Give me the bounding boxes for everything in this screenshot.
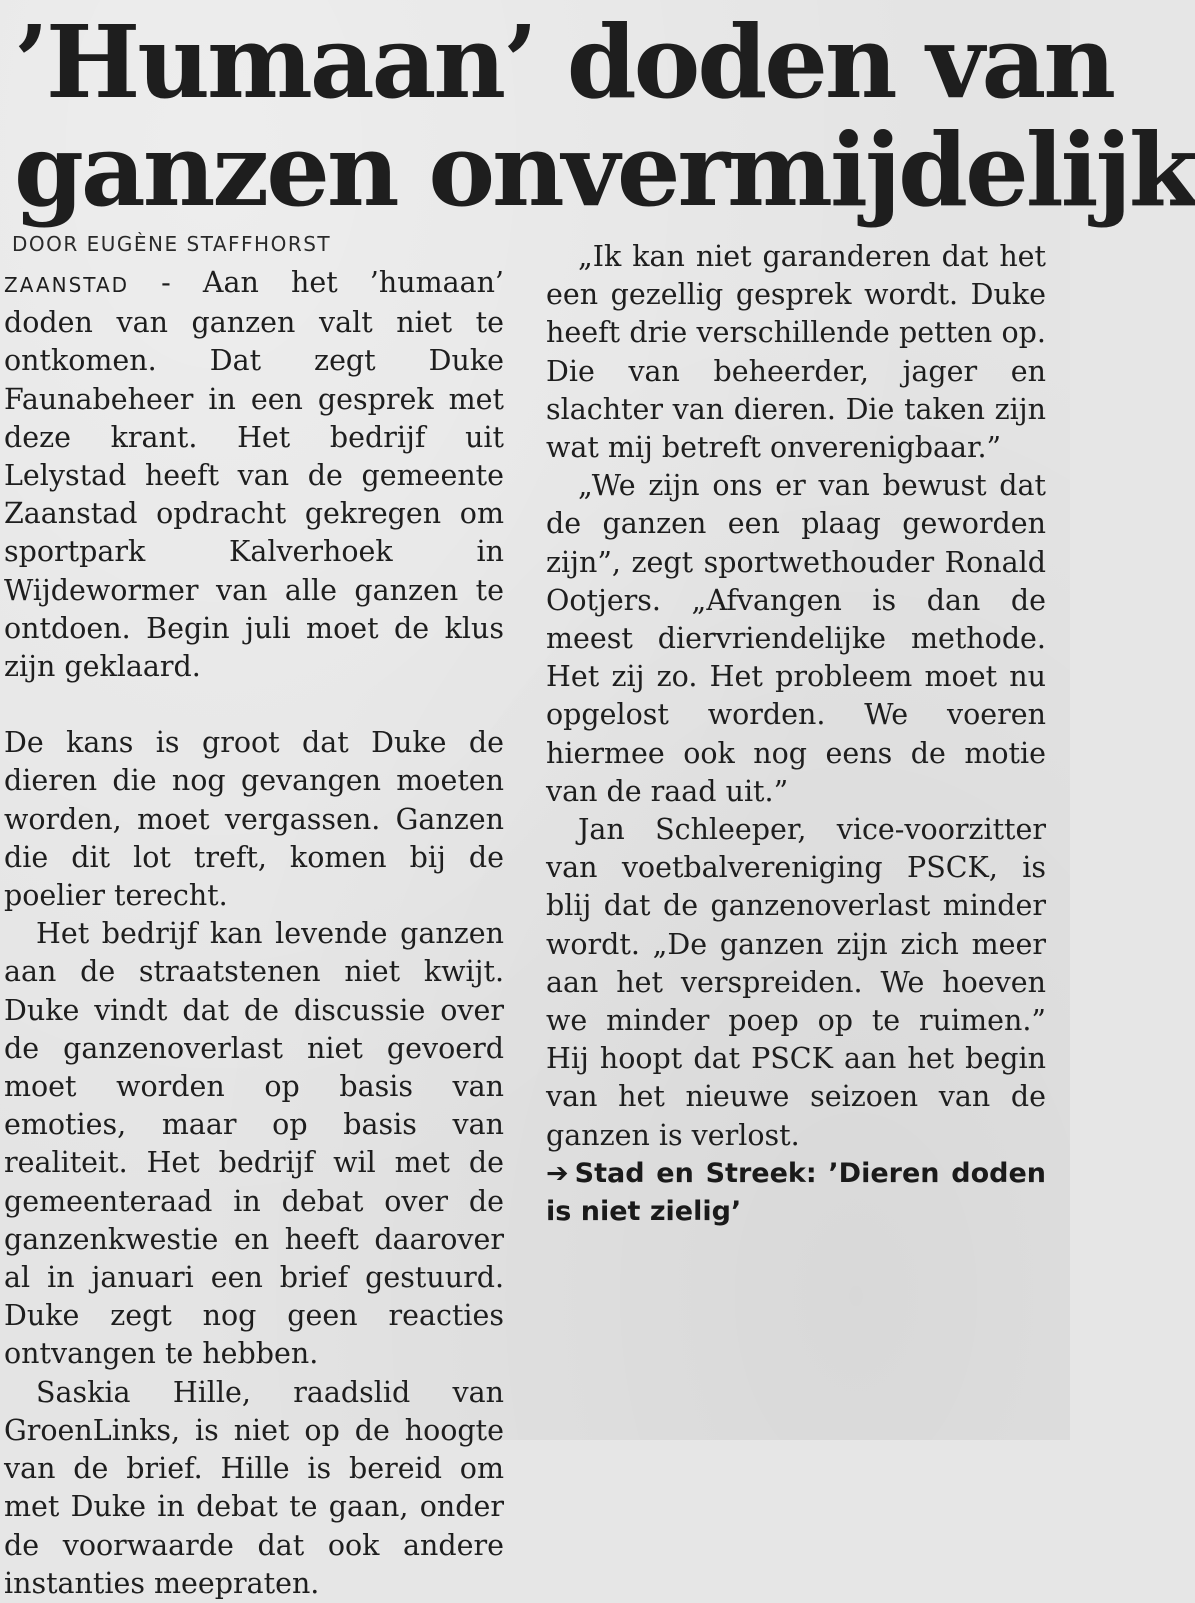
lead-text: - Aan het ’humaan’ doden van ganzen valt niet te ontkomen. Dat zegt Duke Faunabeheer in een gesprek met deze krant. Het bedrijf uit Lelystad heeft van de gemeente Zaanstad opdracht gekregen om sportpark Kalverhoek in Wijdewormer van alle ganzen te ontdoen. Begin juli moet de klus zijn geklaard. (4, 266, 504, 684)
byline: DOOR EUGÈNE STAFFHORST (12, 232, 332, 256)
paragraph-4: Saskia Hille, raadslid van GroenLinks, is niet op de hoogte van de brief. Hille is bereid om met Duke in debat te gaan, onder de voorwaarde dat ook andere instanties meepraten. (4, 1375, 504, 1600)
lead-paragraph (4, 264, 504, 686)
article-column-left (4, 264, 504, 1603)
arrow-right-icon: ➔ (546, 1157, 569, 1189)
headline-line-1: ’Humaan’ doden van (14, 3, 1114, 121)
cross-reference-text: Stad en Streek: ’Dieren doden is niet zielig’ (546, 1157, 1046, 1227)
paragraph-6: „We zijn ons er van bewust dat de ganzen een plaag geworden zijn”, zegt sportwethouder Ronald Ootjers. „Afvangen is dan de meest diervriendelijke methode. Het zij zo. Het probleem moet nu opgelost worden. We voeren hiermee ook nog eens de motie van de raad uit.” (546, 469, 1046, 808)
paragraph-5: „Ik kan niet garanderen dat het een gezellig gesprek wordt. Duke heeft drie verschillende petten op. Die van beheerder, jager en slachter van dieren. Die taken zijn wat mij betreft onverenigbaar.” (546, 240, 1046, 465)
paragraph-3: Het bedrijf kan levende ganzen aan de straatstenen niet kwijt. Duke vindt dat de discussie over de ganzenoverlast niet gevoerd moet worden op basis van emoties, maar op basis van realiteit. Het bedrijf wil met de gemeenteraad in debat over de ganzenkwestie en heeft daarover al in januari een brief gestuurd. Duke zegt nog geen reacties ontvangen te hebben. (4, 917, 504, 1371)
cross-reference (546, 1155, 1046, 1231)
headline (14, 3, 1195, 229)
article-column-right (546, 238, 1046, 1231)
paragraph-7: Jan Schleeper, vice-voorzitter van voetbalvereniging PSCK, is blij dat de ganzenoverlast minder wordt. „De ganzen zijn zich meer aan het verspreiden. We hoeven we minder poep op te ruimen.” Hij hoopt dat PSCK aan het begin van het nieuwe seizoen van de ganzen is verlost. (546, 813, 1046, 1152)
dateline: ZAANSTAD (4, 273, 130, 297)
headline-line-2: ganzen onvermijdelijk (14, 111, 1195, 229)
paragraph-2: De kans is groot dat Duke de dieren die nog gevangen moeten worden, moet vergassen. Ganzen die dit lot treft, komen bij de poelier terecht. (4, 726, 504, 913)
